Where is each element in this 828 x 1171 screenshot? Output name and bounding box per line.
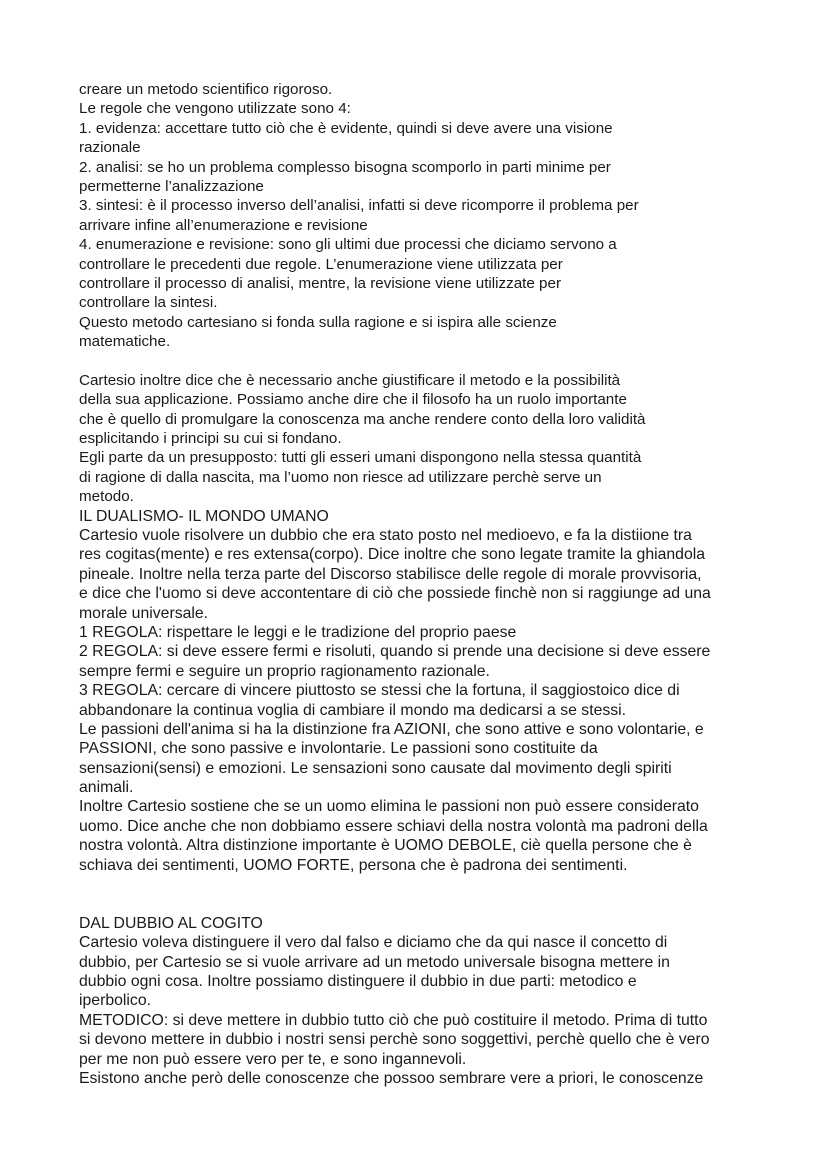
- text-line: che è quello di promulgare la conoscenza ma anche rendere conto della loro validità: [79, 410, 646, 428]
- text-line: Esistono anche però delle conoscenze che possoo sembrare vere a priori, le conoscenze: [79, 1069, 704, 1087]
- text-line: Le regole che vengono utilizzate sono 4:: [79, 100, 351, 118]
- text-line: pineale. Inoltre nella terza parte del Discorso stabilisce delle regole di morale provvisoria,: [79, 565, 702, 583]
- document-text: [79, 80, 779, 1088]
- text-line: Le passioni dell'anima si ha la distinzione fra AZIONI, che sono attive e sono volontarie, e: [79, 720, 704, 738]
- text-line: Cartesio vuole risolvere un dubbio che era stato posto nel medioevo, e fa la distiione tra: [79, 526, 692, 544]
- text-line: nostra volontà. Altra distinzione importante è UOMO DEBOLE, ciè quella persone che è: [79, 837, 692, 855]
- text-line: iperbolico.: [79, 992, 152, 1010]
- text-line: METODICO: si deve mettere in dubbio tutto ciò che può costituire il metodo. Prima di tutto: [79, 1011, 708, 1029]
- text-line: razionale: [79, 139, 141, 157]
- text-line: matematiche.: [79, 333, 171, 351]
- text-line: abbandonare la continua voglia di cambiare il mondo ma dedicarsi a se stessi.: [79, 701, 627, 719]
- section-spacer: [79, 875, 779, 914]
- text-line: dubbio ogni cosa. Inoltre possiamo distinguere il dubbio in due parti: metodico e: [79, 972, 637, 990]
- text-line: dubbio, per Cartesio se si vuole arrivare ad un metodo universale bisogna mettere in: [79, 953, 670, 971]
- text-line: esplicitando i principi su cui si fondano.: [79, 430, 342, 448]
- text-line: schiava dei sentimenti, UOMO FORTE, persona che è padrona dei sentimenti.: [79, 856, 628, 874]
- morale-rule-2-line: 2 REGOLA: si deve essere fermi e risoluti, quando si prende una decisione si deve essere: [79, 643, 711, 661]
- text-line: controllare le precedenti due regole. L’enumerazione viene utilizzata per: [79, 255, 563, 273]
- morale-rule-1-line: 1 REGOLA: rispettare le leggi e le tradizione del proprio paese: [79, 623, 517, 641]
- morale-rule-3-line: 3 REGOLA: cercare di vincere piuttosto se stessi che la fortuna, il saggiostoico dice di: [79, 682, 680, 700]
- text-line: uomo. Dice anche che non dobbiamo essere schiavi della nostra volontà ma padroni della: [79, 817, 708, 835]
- text-line: sempre fermi e seguire un proprio ragionamento razionale.: [79, 662, 490, 680]
- text-line: Cartesio inoltre dice che è necessario anche giustificare il metodo e la possibilità: [79, 371, 621, 389]
- text-line: per me non può essere vero per te, e sono ingannevoli.: [79, 1050, 467, 1068]
- text-line: si devono mettere in dubbio i nostri sensi perchè sono soggettivi, perchè quello che è vero: [79, 1031, 710, 1049]
- text-line: arrivare infine all’enumerazione e revisione: [79, 216, 368, 234]
- rule-2-line: 2. analisi: se ho un problema complesso bisogna scomporlo in parti minime per: [79, 158, 611, 176]
- text-line: morale universale.: [79, 604, 209, 622]
- text-line: sensazioni(sensi) e emozioni. Le sensazioni sono causate dal movimento degli spiriti: [79, 759, 672, 777]
- text-line: animali.: [79, 779, 134, 797]
- text-line: di ragione di dalla nascita, ma l’uomo non riesce ad utilizzare perchè serve un: [79, 468, 602, 486]
- paragraph-spacer: [79, 351, 779, 370]
- rule-4-line: 4. enumerazione e revisione: sono gli ultimi due processi che diciamo servono a: [79, 236, 617, 254]
- text-line: Questo metodo cartesiano si fonda sulla ragione e si ispira alle scienze: [79, 313, 557, 331]
- text-line: metodo.: [79, 488, 134, 506]
- section-heading-cogito: DAL DUBBIO AL COGITO: [79, 914, 263, 932]
- text-line: e dice che l'uomo si deve accontentare di ciò che possiede finchè non si raggiunge ad una: [79, 585, 711, 603]
- text-line: res cogitas(mente) e res extensa(corpo). Dice inoltre che sono legate tramite la ghiandola: [79, 546, 706, 564]
- text-line: controllare la sintesi.: [79, 294, 218, 312]
- text-line: creare un metodo scientifico rigoroso.: [79, 81, 333, 98]
- text-line: permetterne l’analizzazione: [79, 177, 264, 195]
- text-line: Egli parte da un presupposto: tutti gli esseri umani dispongono nella stessa quantità: [79, 449, 642, 467]
- text-line: PASSIONI, che sono passive e involontarie. Le passioni sono costituite da: [79, 740, 598, 758]
- text-line: Cartesio voleva distinguere il vero dal falso e diciamo che da qui nasce il concetto di: [79, 934, 668, 952]
- rule-1-line: 1. evidenza: accettare tutto ciò che è evidente, quindi si deve avere una visione: [79, 119, 613, 137]
- text-line: Inoltre Cartesio sostiene che se un uomo elimina le passioni non può essere considerato: [79, 798, 699, 816]
- section-heading-dualismo: IL DUALISMO- IL MONDO UMANO: [79, 507, 329, 525]
- text-line: della sua applicazione. Possiamo anche dire che il filosofo ha un ruolo importante: [79, 391, 627, 409]
- text-line: controllare il processo di analisi, mentre, la revisione viene utilizzate per: [79, 274, 562, 292]
- rule-3-line: 3. sintesi: è il processo inverso dell’analisi, infatti si deve ricomporre il problema per: [79, 197, 639, 215]
